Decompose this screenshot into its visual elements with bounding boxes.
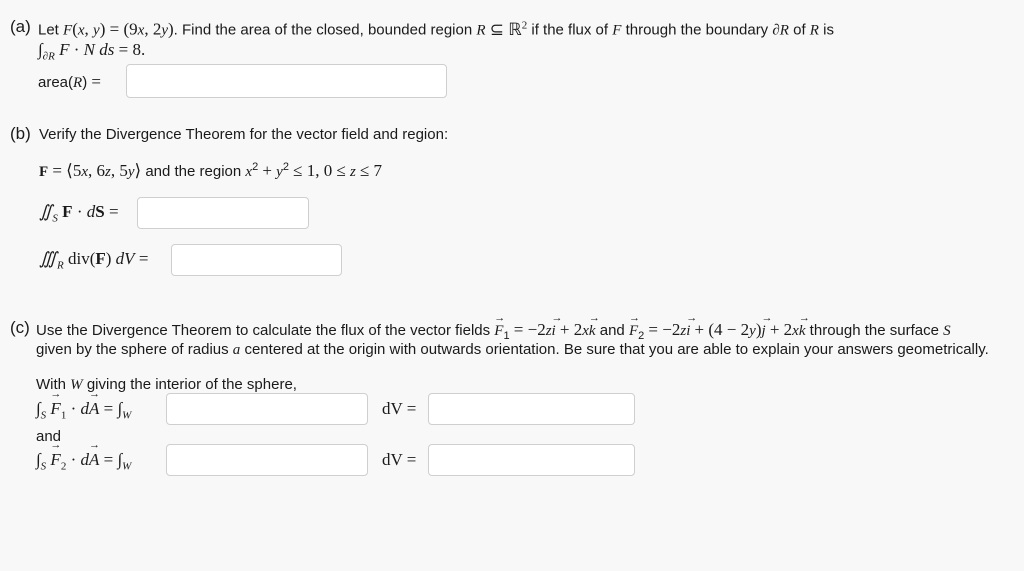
surface-integral-input[interactable] <box>137 197 309 229</box>
and-text: and <box>36 428 62 445</box>
eq2-label: $\int_S \to F_2 \cdot d\to A = \int_W$ <box>36 450 131 472</box>
part-b-label: (b) <box>10 124 31 143</box>
eq1-integrand-input[interactable] <box>166 393 368 425</box>
eq1-result-input[interactable] <box>428 393 635 425</box>
area-input[interactable] <box>126 64 447 98</box>
area-label: area(R) = <box>38 72 101 91</box>
part-c-line1: Use the Divergence Theorem to calculate the flux of the vector fields → $F_1 = -2z\to i + 2x\to k$ and → $F_2 = -2z\to i + (4 - 2y)\to j + 2x\to k$ through the surface S <box>36 320 951 342</box>
part-b-field: F = ⟨5x, 6z, 5y⟩ and the region $x^2 + y^2 \le 1$, 0 ≤ z ≤ 7 <box>39 161 383 180</box>
eq2-integrand-input[interactable] <box>166 444 368 476</box>
with-w-text: With W giving the interior of the sphere, <box>36 376 297 393</box>
part-a-label: (a) <box>10 17 31 36</box>
part-c-label: (c) <box>10 318 30 337</box>
eq1-label: $\int_S \to F_1 \cdot d\to A = \int_W$ <box>36 399 131 421</box>
eq2-result-input[interactable] <box>428 444 635 476</box>
volume-integral-input[interactable] <box>171 244 342 276</box>
part-c-line2: given by the sphere of radius a centered at the origin with outwards orientation. Be sure that you are able to explain your answers geometrically. <box>36 341 989 358</box>
eq1-dv-label: dV = <box>382 399 417 418</box>
surface-integral-label: $∬_S$ F · dS = <box>39 202 119 225</box>
volume-integral-label: $∭_R$ div(F) dV = <box>39 249 149 272</box>
part-a-line1: Let F(x, y) = (9x, 2y). Find the area of the closed, bounded region R ⊆ ℝ$^2$ if the flux of F through the boundary ∂R of R is <box>38 19 834 39</box>
eq2-dv-label: dV = <box>382 450 417 469</box>
part-b-prompt: Verify the Divergence Theorem for the vector field and region: <box>39 126 449 143</box>
part-a-line2: $\int_{\partial R}$ F · N ds = 8. <box>38 40 146 63</box>
